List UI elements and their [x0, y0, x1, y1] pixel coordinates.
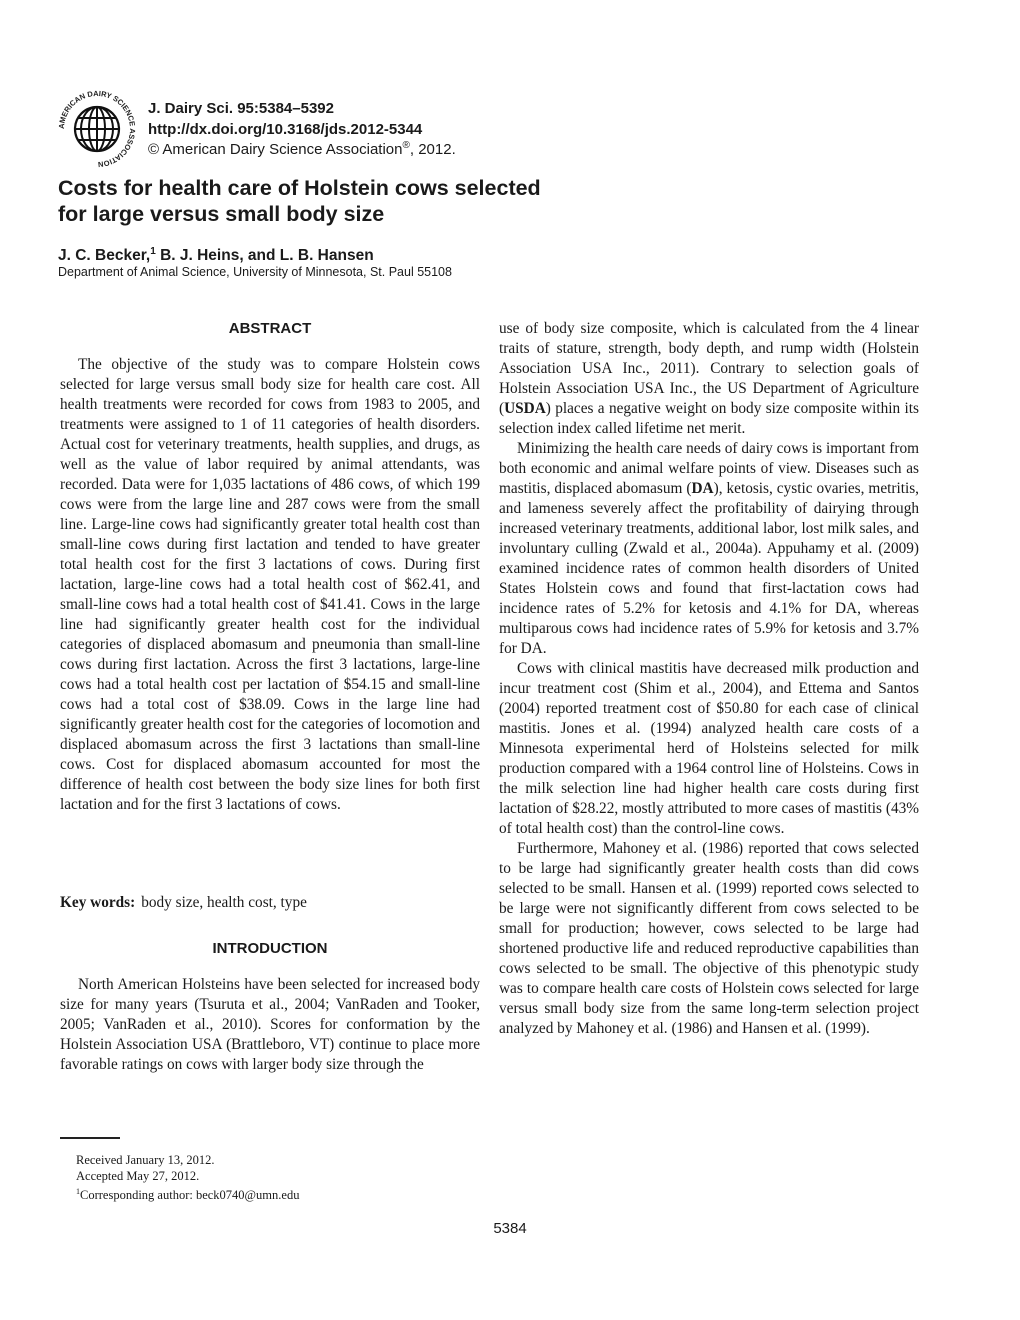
copyright-suffix: , 2012. [409, 141, 456, 158]
right-paragraph-3: Cows with clinical mastitis have decreased milk production and incur treatment cost (Shim et al., 2004), and Ettema and Santos (2004) reported treatment cost of $50.80 for each case of clinical mastitis. Jones et al. (1994) analyzed health care costs of a Minnesota experimental herd of Holsteins selected for milk production compared with a 1964 control line of Holsteins. Cows in the milk selection line had higher health care costs during first lactation of $28.22, mostly attributed to more cases of mastitis (43% of total health cost) than the control-line cows. [499, 660, 919, 837]
right-p1-part-a: use of body size composite, which is calculated from the 4 linear traits of stature, strength, body depth, and rump width (Holstein Association USA Inc., 2011). Contrary to selection goals of Holstein Association USA Inc., the US Department of Agriculture ( [499, 320, 919, 417]
corresponding-text: Corresponding author: beck0740@umn.edu [80, 1188, 300, 1203]
accepted-date: Accepted May 27, 2012. [76, 1169, 200, 1183]
introduction-heading: INTRODUCTION [212, 940, 328, 957]
right-p2-part-b: ), ketosis, cystic ovaries, metritis, and lameness severely affect the profitability of dairying through increased veterinary treatments, additional labor, lost milk sales, and involuntary culling (Zwald et al., 2004a). Appuhamy et al. (2009) examined incidence rates of common health disorders of United States Holstein cows and found that first-lactation cows had incidence rates of 5.2% for ketosis and 4.1% for DA, whereas multiparous cows had incidence rates of 5.9% for ketosis and 3.7% for DA. [499, 480, 919, 657]
article-title [58, 175, 658, 227]
right-p2-part-a: Minimizing the health care needs of dairy cows is important from both economic and animal welfare points of view. Diseases such as mastitis, displaced abomasum ( [499, 440, 919, 497]
introduction-body [60, 975, 480, 1075]
page-number: 5384 [493, 1220, 527, 1237]
right-paragraph-2 [499, 439, 919, 659]
keywords-label: Key words: [60, 894, 136, 911]
copyright-prefix: © American Dairy Science Association [148, 141, 403, 158]
authors-rest: B. J. Heins, and L. B. Hansen [155, 247, 374, 265]
author-1-footnote-mark: 1 [150, 246, 156, 257]
received-date: Received January 13, 2012. [76, 1153, 215, 1167]
abbr-usda: USDA [504, 400, 546, 417]
intro-paragraph-1: North American Holsteins have been selected for increased body size for many years (Tsuruta et al., 2004; VanRaden and Tooker, 2005; VanRaden et al., 2010). Scores for conformation by the Holstein Association USA (Brattleboro, VT) continue to place more favorable ratings on cows with larger body size through the [60, 976, 480, 1073]
globe-icon [75, 107, 119, 151]
author-1: J. C. Becker, [58, 247, 151, 265]
title-line-1: Costs for health care of Holstein cows selected [58, 176, 541, 200]
keywords [60, 894, 307, 912]
footnote-divider [60, 1137, 120, 1139]
abstract-heading: ABSTRACT [228, 320, 312, 337]
doi-link[interactable]: http://dx.doi.org/10.3168/jds.2012-5344 [148, 120, 423, 138]
authors [58, 246, 374, 265]
abstract-text: The objective of the study was to compare Holstein cows selected for large versus small body size for health care cost. All health treatments were recorded for cows from 1983 to 2005, and treatments were assigned to 1 of 11 categories of health disorders. Actual cost for veterinary treatments, health supplies, and drugs, as well as the value of labor required by animal attendants, was recorded. Data were for 1,035 lactations of 486 cows, of which 199 cows were from the large line and 287 cows were from the small line. Large-line cows had significantly greater total health cost than small-line cows during first lactation and tended to have greater total health cost for the first 3 lactations of cows. During first lactation, large-line cows had a total health cost of $62.41, and small-line cows had a total health cost of $41.41. Cows in the large line had significantly greater health cost for the individual categories of displaced abomasum and pneumonia than small-line cows during first lactation. Across the first 3 lactations, large-line cows had a total health cost per lactation of $54.15 and small-line cows had a total cost of $38.09. Cows in the large line had significantly greater health cost for the categories of locomotion and displaced abomasum across the first 3 lactations than small-line cows. Cost for displaced abomasum accounted for most the difference of health cost between the body size lines for both first lactation and for the first 3 lactations of cows. [60, 356, 480, 813]
abstract-body [60, 355, 480, 815]
corresponding-mark: 1 [76, 1187, 80, 1196]
journal-header [148, 99, 456, 161]
corresponding-author [76, 1184, 299, 1203]
right-p1-part-b: ) places a negative weight on body size composite within its selection index called lifetime net merit. [499, 400, 919, 437]
right-column [499, 319, 919, 1039]
journal-logo [56, 88, 138, 170]
title-line-2: for large versus small body size [58, 202, 385, 226]
logo-ring-text: AMERICAN DAIRY SCIENCE ASSOCIATION [56, 88, 138, 170]
footnotes [76, 1152, 299, 1203]
right-paragraph-1 [499, 319, 919, 439]
right-paragraph-4: Furthermore, Mahoney et al. (1986) reported that cows selected to be large had significantly greater health costs than did cows selected to be small. Hansen et al. (1999) reported cows selected to be large were not significantly different from cows selected to be small for production; however, cows selected to be large had shortened productive life and reduced reproductive capabilities than cows selected to be small. The objective of this phenotypic study was to compare health care costs of Holstein cows selected for large versus small body size from the same long-term selection project analyzed by Mahoney et al. (1986) and Hansen et al. (1999). [499, 840, 919, 1037]
abbr-da: DA [691, 480, 714, 497]
copyright [148, 140, 456, 161]
journal-citation: J. Dairy Sci. 95:5384–5392 [148, 100, 334, 117]
keywords-text: body size, health cost, type [141, 894, 307, 911]
registered-mark: ® [402, 140, 410, 151]
affiliation: Department of Animal Science, University of Minnesota, St. Paul 55108 [58, 265, 452, 279]
